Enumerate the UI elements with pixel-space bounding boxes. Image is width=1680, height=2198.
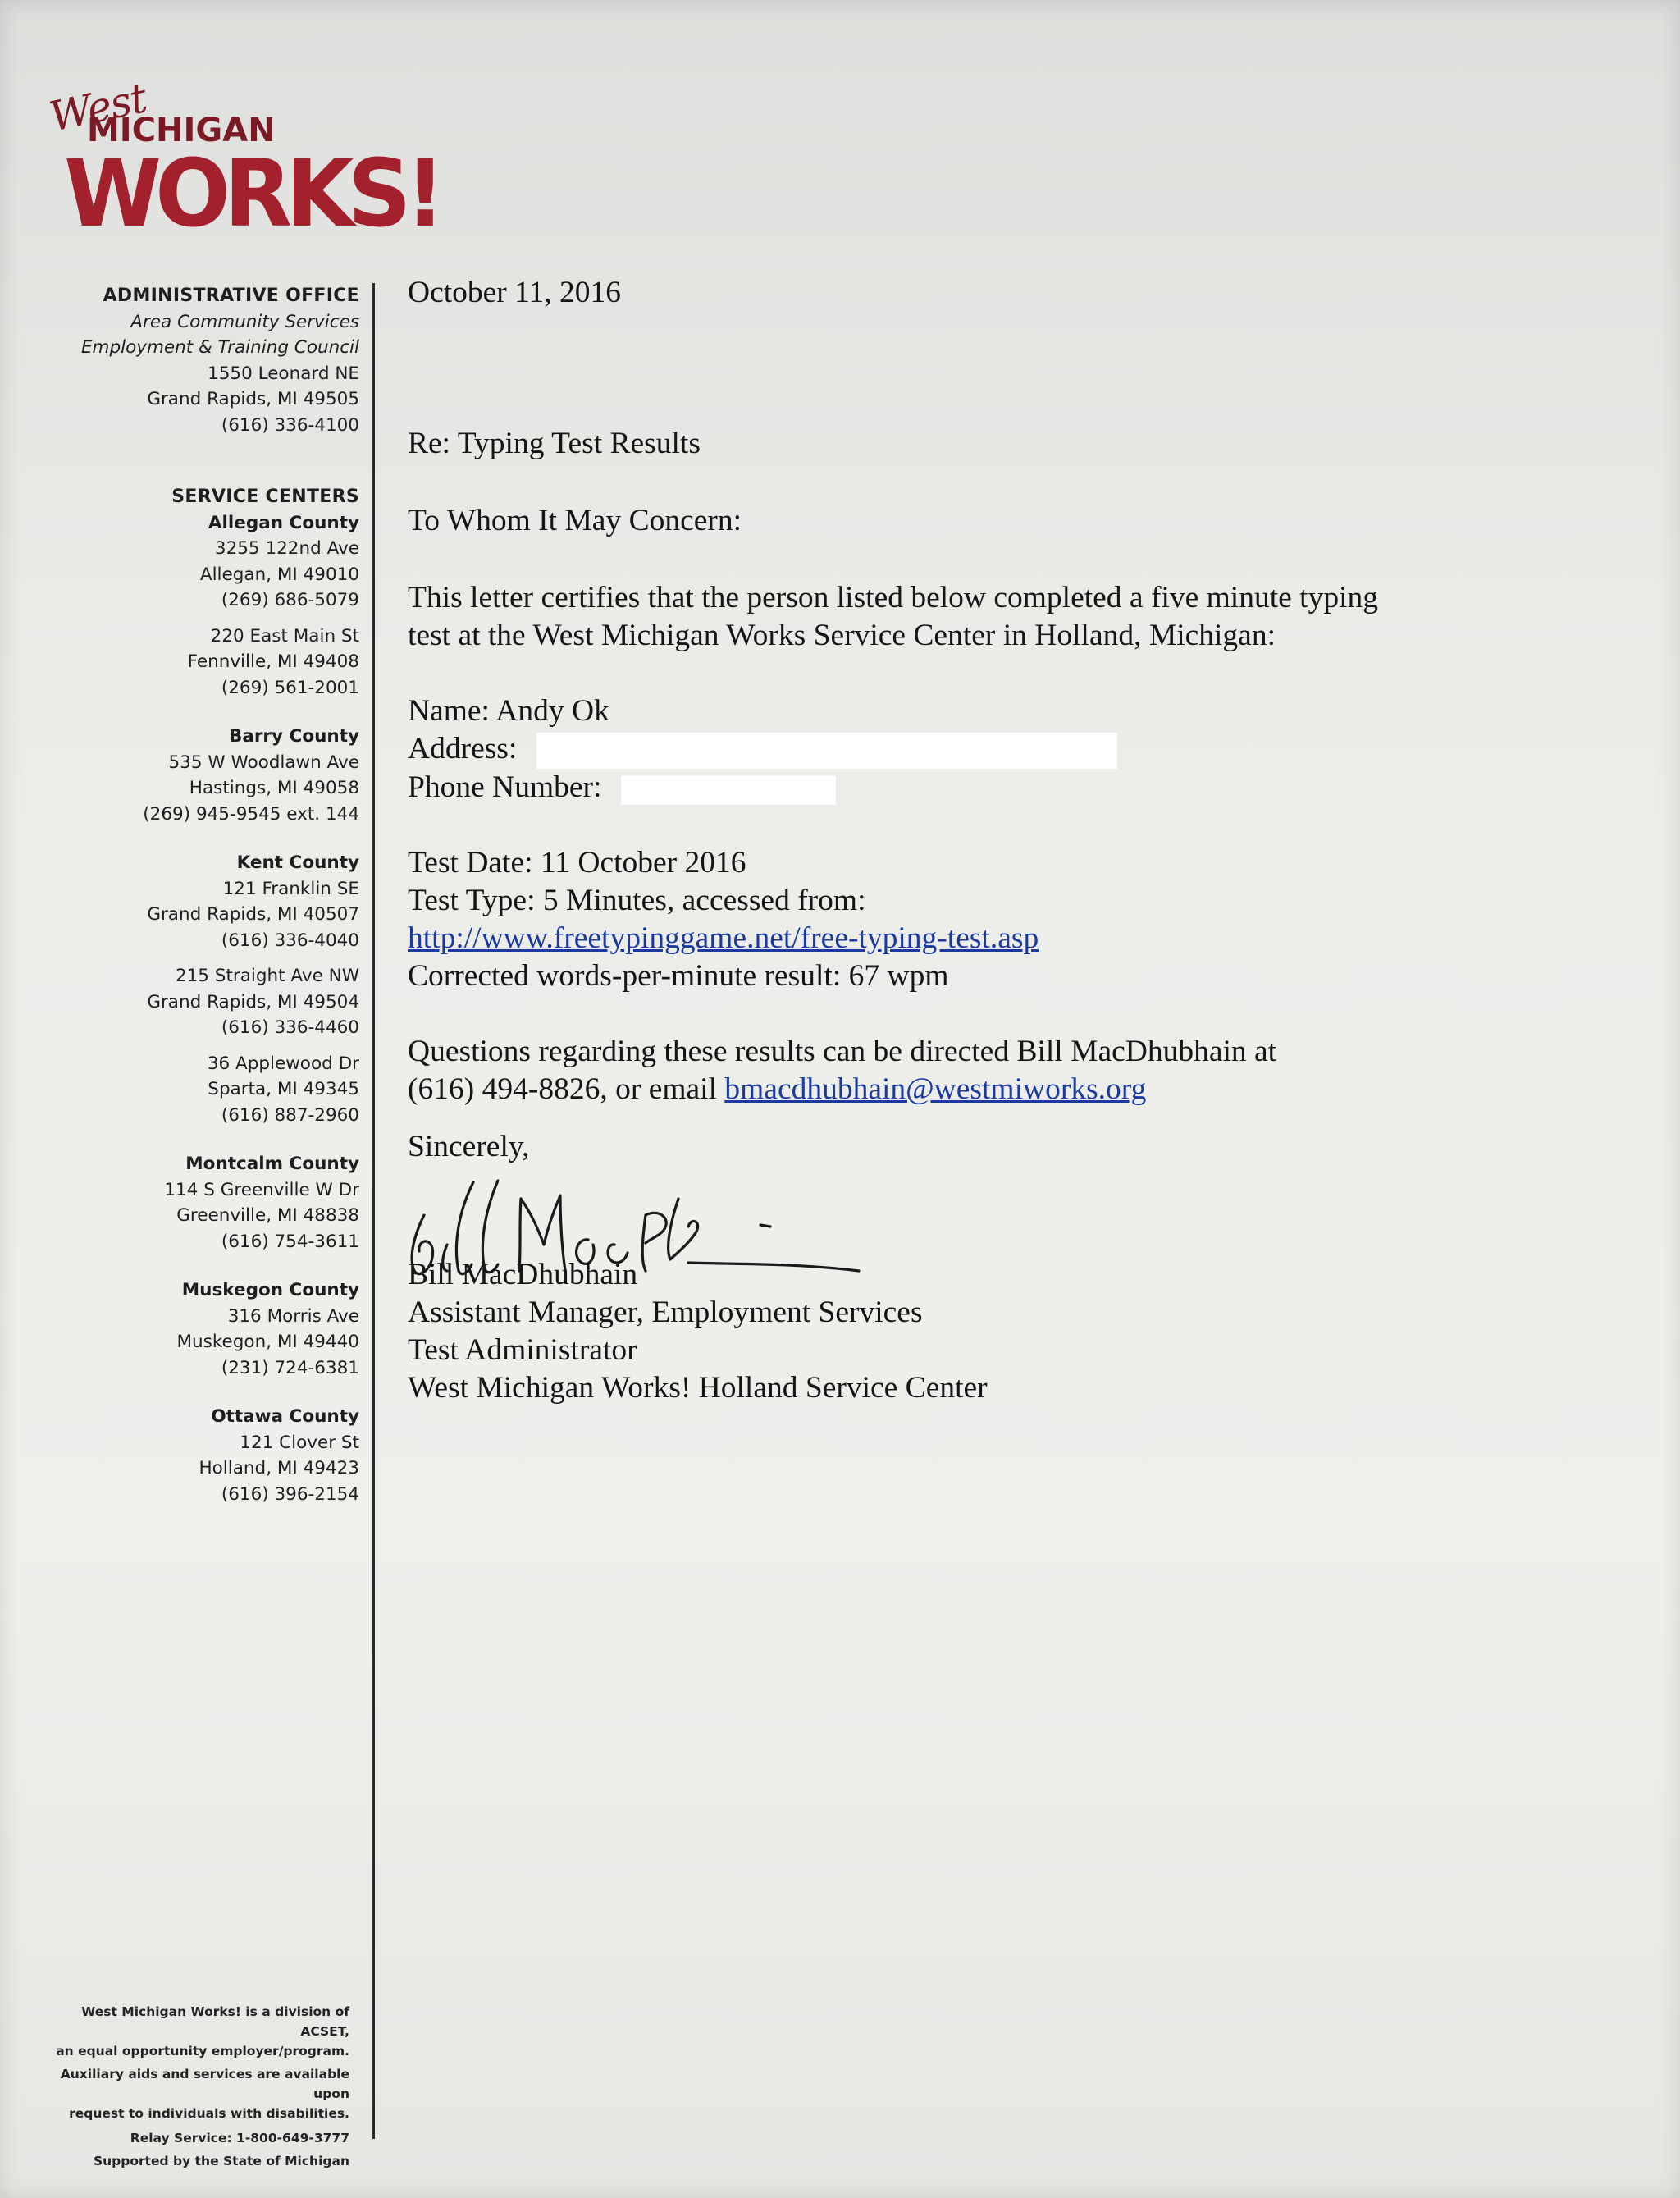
address-line: Fennville, MI 49408 bbox=[187, 651, 359, 672]
address-row bbox=[408, 730, 1573, 769]
admin-line: Area Community Services bbox=[130, 311, 359, 332]
phone-line: (616) 887-2960 bbox=[221, 1104, 359, 1126]
contact-email-link[interactable]: bmacdhubhain@westmiworks.org bbox=[724, 1072, 1147, 1107]
address-label: Address: bbox=[408, 732, 518, 765]
redacted-phone bbox=[621, 775, 836, 805]
paragraph-line: This letter certifies that the person listed below completed a five minute typing bbox=[408, 581, 1378, 615]
paragraph-line: test at the West Michigan Works Service Center in Holland, Michigan: bbox=[408, 619, 1276, 652]
typing-test-link[interactable]: http://www.freetypinggame.net/free-typing-test.asp bbox=[408, 921, 1039, 956]
signer-title: Assistant Manager, Employment Services bbox=[408, 1295, 923, 1330]
address-line: Muskegon, MI 49440 bbox=[176, 1332, 359, 1352]
signer-organization: West Michigan Works! Holland Service Center bbox=[408, 1371, 988, 1405]
handwritten-signature bbox=[399, 1166, 875, 1289]
logo-west-text: West bbox=[45, 74, 151, 141]
letter-body bbox=[408, 271, 1573, 1407]
logo-michigan-text: MICHIGAN bbox=[87, 112, 276, 149]
address-line: 121 Franklin SE bbox=[222, 878, 359, 899]
letterhead-footer bbox=[33, 2002, 349, 2173]
footer-line: request to individuals with disabilities. bbox=[69, 2106, 349, 2121]
signer-name: Bill MacDhubhain bbox=[408, 1258, 638, 1292]
paragraph-line: Questions regarding these results can be directed Bill MacDhubhain at bbox=[408, 1035, 1277, 1069]
phone-label: Phone Number: bbox=[408, 770, 602, 805]
signer-role: Test Administrator bbox=[408, 1333, 637, 1368]
address-line: 220 East Main St bbox=[210, 625, 359, 647]
letter-salutation: To Whom It May Concern: bbox=[408, 504, 742, 537]
address-line: Grand Rapids, MI 40507 bbox=[147, 904, 359, 925]
test-type: Test Type: 5 Minutes, accessed from: bbox=[408, 884, 866, 918]
address-line: Sparta, MI 49345 bbox=[208, 1079, 359, 1099]
admin-office-heading: ADMINISTRATIVE OFFICE bbox=[103, 286, 359, 306]
phone-line: (616) 396-2154 bbox=[221, 1483, 359, 1505]
candidate-name: Name: Andy Ok bbox=[408, 694, 609, 728]
footer-relay: Relay Service: 1-800-649-3777 bbox=[130, 2131, 349, 2145]
phone-line: (269) 686-5079 bbox=[221, 590, 359, 610]
address-line: Holland, MI 49423 bbox=[199, 1458, 359, 1478]
sidebar-divider bbox=[372, 283, 375, 2139]
phone-line: (616) 336-4040 bbox=[221, 930, 359, 951]
address-line: 36 Applewood Dr bbox=[207, 1053, 359, 1074]
redacted-address bbox=[536, 733, 1117, 769]
phone-row bbox=[408, 769, 1573, 807]
letter-subject: Re: Typing Test Results bbox=[408, 427, 701, 460]
footer-line: Auxiliary aids and services are available upon bbox=[60, 2067, 349, 2101]
address-line: 316 Morris Ave bbox=[227, 1305, 359, 1327]
west-michigan-works-logo bbox=[45, 74, 439, 249]
paragraph-line bbox=[408, 1071, 1573, 1108]
footer-line: West Michigan Works! is a division of ACSET, bbox=[81, 2004, 349, 2039]
county-heading-allegan: Allegan County bbox=[208, 512, 359, 533]
address-line: Greenville, MI 48838 bbox=[176, 1205, 359, 1226]
address-line: Hastings, MI 49058 bbox=[189, 778, 359, 798]
phone-line: (616) 336-4460 bbox=[221, 1017, 359, 1038]
letterhead-sidebar bbox=[33, 283, 359, 1507]
phone-line: (269) 945-9545 ext. 144 bbox=[143, 803, 359, 825]
county-heading-barry: Barry County bbox=[228, 726, 359, 747]
service-centers-heading: SERVICE CENTERS bbox=[171, 487, 359, 507]
county-heading-kent: Kent County bbox=[236, 852, 359, 873]
admin-phone: (616) 336-4100 bbox=[221, 414, 359, 436]
county-heading-muskegon: Muskegon County bbox=[181, 1280, 359, 1300]
wpm-result: Corrected words-per-minute result: 67 wpm bbox=[408, 959, 949, 994]
address-line: 114 S Greenville W Dr bbox=[164, 1179, 359, 1200]
address-line: Grand Rapids, MI 49504 bbox=[147, 991, 359, 1012]
contact-phone-text: (616) 494-8826, or email bbox=[408, 1072, 725, 1107]
county-heading-ottawa: Ottawa County bbox=[211, 1406, 359, 1427]
test-date: Test Date: 11 October 2016 bbox=[408, 846, 746, 880]
letter-closing: Sincerely, bbox=[408, 1130, 530, 1164]
logo-works-text: WORKS! bbox=[64, 139, 439, 249]
footer-state: Supported by the State of Michigan bbox=[93, 2154, 349, 2168]
address-line: 215 Straight Ave NW bbox=[175, 966, 359, 986]
letter-date: October 11, 2016 bbox=[408, 276, 622, 309]
admin-address-line: 1550 Leonard NE bbox=[208, 363, 359, 384]
address-line: 3255 122nd Ave bbox=[214, 538, 359, 559]
admin-line: Employment & Training Council bbox=[80, 337, 359, 358]
address-line: Allegan, MI 49010 bbox=[199, 564, 359, 585]
address-line: 121 Clover St bbox=[240, 1432, 359, 1453]
address-line: 535 W Woodlawn Ave bbox=[168, 752, 359, 773]
phone-line: (231) 724-6381 bbox=[221, 1357, 359, 1378]
phone-line: (269) 561-2001 bbox=[221, 677, 359, 698]
phone-line: (616) 754-3611 bbox=[221, 1231, 359, 1252]
county-heading-montcalm: Montcalm County bbox=[185, 1154, 359, 1174]
admin-address-line: Grand Rapids, MI 49505 bbox=[147, 389, 359, 409]
footer-line: an equal opportunity employer/program. bbox=[56, 2044, 349, 2059]
signature-block bbox=[408, 1256, 1573, 1294]
